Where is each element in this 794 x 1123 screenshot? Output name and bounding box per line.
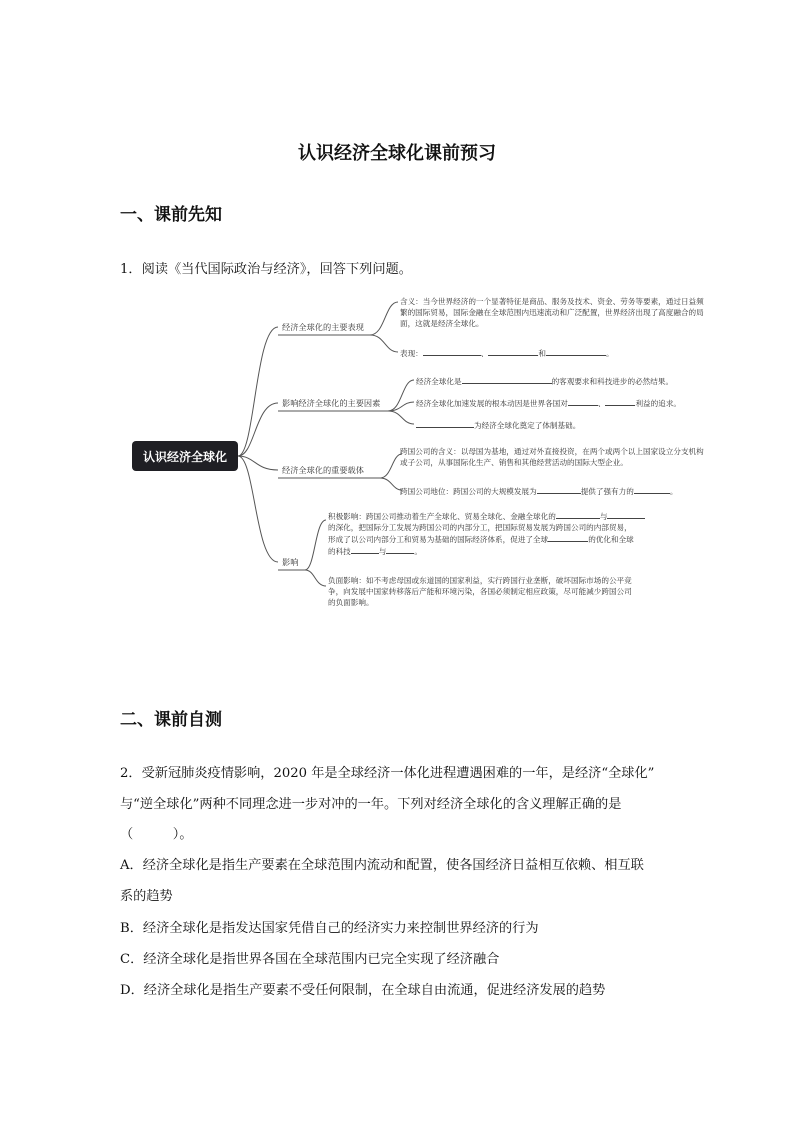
connector-branch1-show xyxy=(370,335,398,352)
connector-branch2-c xyxy=(388,411,414,424)
question-2-answer-blank: （ ）。 xyxy=(120,827,193,842)
section-heading-preview: 一、课前先知 xyxy=(120,205,222,225)
option-c: C．经济全球化是指世界各国在全球范围内已完全实现了经济融合 xyxy=(120,952,500,967)
mind-map-root: 认识经济全球化 xyxy=(132,441,238,471)
connector-branch3-b xyxy=(380,478,402,490)
connector-root-branch1 xyxy=(238,327,278,456)
option-a-line-2: 系的趋势 xyxy=(120,889,173,904)
branch-important-carrier: 经济全球化的重要载体 xyxy=(282,465,364,475)
leaf-fundamental-motive: 经济全球化加速发展的根本动因是世界各国对 、 利益的追求。 xyxy=(416,399,682,408)
connector-branch4-pos xyxy=(305,520,326,570)
leaf-tnc-status: 跨国公司地位：跨国公司的大规模发展为 提供了强有力的 。 xyxy=(400,487,678,496)
option-d: D．经济全球化是指生产要素不受任何限制，在全球自由流通，促进经济发展的趋势 xyxy=(120,983,606,998)
connector-branch2-a xyxy=(388,380,414,411)
leaf-objective-requirement: 经济全球化是 的客观要求和科技进步的必然结果。 xyxy=(416,377,674,386)
question-1: 1．阅读《当代国际政治与经济》，回答下列问题。 xyxy=(120,262,412,277)
leaf-positive-impact: 积极影响：跨国公司推动着生产全球化、贸易全球化、金融全球化的 与 的深化，把国际分工发展为跨国公司的内部分工，把国际贸易发展为跨国公司的内部贸易， 形成了以公司内部分工和贸易为基础的国际经济体系，促进了全球 的优化和全球 的科技 与 。 xyxy=(328,510,645,557)
branch-main-manifestations: 经济全球化的主要表现 xyxy=(282,322,364,332)
branch-influence: 影响 xyxy=(282,557,299,567)
leaf-manifestation: 表现： 、 和 。 xyxy=(400,349,614,358)
connector-branch4-neg xyxy=(305,570,326,586)
leaf-negative-impact: 负面影响：如不考虑母国或东道国的国家利益，实行跨国行业垄断，破坏国际市场的公平竞 争，向发展中国家转移落后产能和环境污染，各国必须制定相应政策，尽可能减少跨国公司 的负面影响。 xyxy=(328,576,632,607)
mind-map xyxy=(130,290,750,620)
leaf-definition: 含义：当今世界经济的一个显著特征是商品、服务及技术、资金、劳务等要素，通过日益频 繁的国际贸易，国际金融在全球范围内迅速流动和广泛配置，世界经济出现了高度融合的局 面，这就是经济全球化。 xyxy=(400,297,704,328)
question-2-line-1: 2．受新冠肺炎疫情影响，2020 年是全球经济一体化进程遭遇困难的一年，是经济“全球化” xyxy=(120,766,655,781)
leaf-tnc-definition: 跨国公司的含义：以母国为基地，通过对外直接投资，在两个或两个以上国家设立分支机构 或子公司，从事国际化生产、销售和其他经营活动的国际大型企业。 xyxy=(400,447,704,467)
connector-branch3-a xyxy=(380,454,402,478)
section-heading-self-test: 二、课前自测 xyxy=(120,710,222,730)
branch-main-factors: 影响经济全球化的主要因素 xyxy=(282,398,381,408)
page-title: 认识经济全球化课前预习 xyxy=(298,143,496,164)
connector-branch1-def xyxy=(370,302,398,335)
question-2-line-2: 与“逆全球化”两种不同理念进一步对冲的一年。下列对经济全球化的含义理解正确的是 xyxy=(120,797,622,812)
connector-root-branch2 xyxy=(238,403,278,456)
option-a-line-1: A．经济全球化是指生产要素在全球范围内流动和配置，使各国经济日益相互依赖、相互联 xyxy=(120,858,644,873)
connector-root-branch3 xyxy=(238,456,278,470)
leaf-institutional-basis: 为经济全球化奠定了体制基础。 xyxy=(416,419,580,431)
option-b: B．经济全球化是指发达国家凭借自己的经济实力来控制世界经济的行为 xyxy=(120,921,539,936)
connector-root-branch4 xyxy=(238,456,278,562)
